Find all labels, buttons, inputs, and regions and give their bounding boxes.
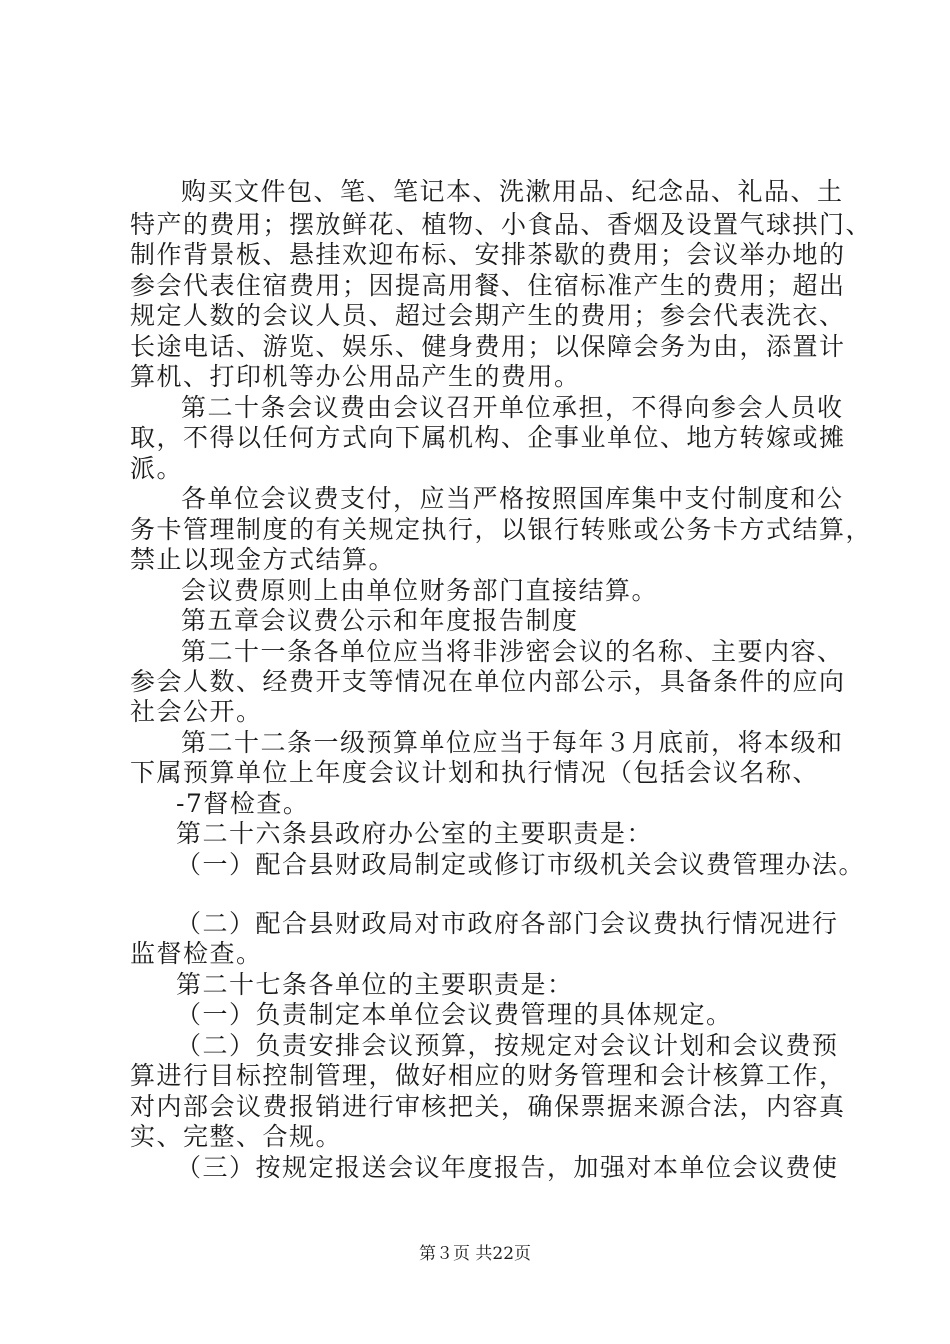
paragraph-line: （三）按规定报送会议年度报告，加强对本单位会议费使 [176,1153,839,1182]
paragraph-line: 对内部会议费报销进行审核把关，确保票据来源合法，内容真 [130,1092,846,1121]
paragraph-line: 特产的费用；摆放鲜花、植物、小食品、香烟及设置气球拱门、 [130,210,873,239]
page-number: 第３页 共22页 [418,1244,532,1264]
paragraph-line: 第二十二条一级预算单位应当于每年３月底前，将本级和 [181,728,844,757]
paragraph-line: 第二十七条各单位的主要职责是： [176,970,574,999]
paragraph-line: （一）负责制定本单位会议费管理的具体规定。 [176,1000,733,1029]
paragraph-line: 规定人数的会议人员、超过会期产生的费用；参会代表洗衣、 [130,301,846,330]
paragraph-line: 会议费原则上由单位财务部门直接结算。 [181,576,659,605]
paragraph-line: 派。 [130,454,184,483]
paragraph-line: 参会代表住宿费用；因提高用餐、住宿标准产生的费用；超出 [130,271,846,300]
paragraph-line: 社会公开。 [130,697,263,726]
paragraph-line: 长途电话、游览、娱乐、健身费用；以保障会务为由，添置计 [130,332,846,361]
paragraph-line: -7督检查。 [176,789,310,818]
paragraph-line: 参会人数、经费开支等情况在单位内部公示，具备条件的应向 [130,667,846,696]
paragraph-line: 算进行目标控制管理，做好相应的财务管理和会计核算工作， [130,1061,846,1090]
paragraph-line: 第二十条会议费由会议召开单位承担，不得向参会人员收 [181,393,844,422]
paragraph-line: 取，不得以任何方式向下属机构、企事业单位、地方转嫁或摊 [130,423,846,452]
paragraph-line: 下属预算单位上年度会议计划和执行情况（包括会议名称、 [130,758,820,787]
paragraph-line: 监督检查。 [130,939,263,968]
chapter-heading: 第五章会议费公示和年度报告制度 [181,606,579,635]
paragraph-line: 第二十六条县政府办公室的主要职责是： [176,819,654,848]
paragraph-line: 购买文件包、笔、笔记本、洗漱用品、纪念品、礼品、土 [181,177,844,206]
paragraph-line: 第二十一条各单位应当将非涉密会议的名称、主要内容、 [181,637,844,666]
paragraph-line: 各单位会议费支付，应当严格按照国库集中支付制度和公 [181,484,844,513]
paragraph-line: 禁止以现金方式结算。 [130,545,396,574]
paragraph-line: 务卡管理制度的有关规定执行，以银行转账或公务卡方式结算， [130,515,873,544]
paragraph-line: （二）配合县财政局对市政府各部门会议费执行情况进行 [176,909,839,938]
paragraph-line: 算机、打印机等办公用品产生的费用。 [130,362,581,391]
paragraph-line: （二）负责安排会议预算，按规定对会议计划和会议费预 [176,1031,839,1060]
paragraph-line: （一）配合县财政局制定或修订市级机关会议费管理办法。 [176,850,866,879]
paragraph-line: 实、完整、合规。 [130,1122,343,1151]
paragraph-line: 制作背景板、悬挂欢迎布标、安排茶歇的费用；会议举办地的 [130,240,846,269]
